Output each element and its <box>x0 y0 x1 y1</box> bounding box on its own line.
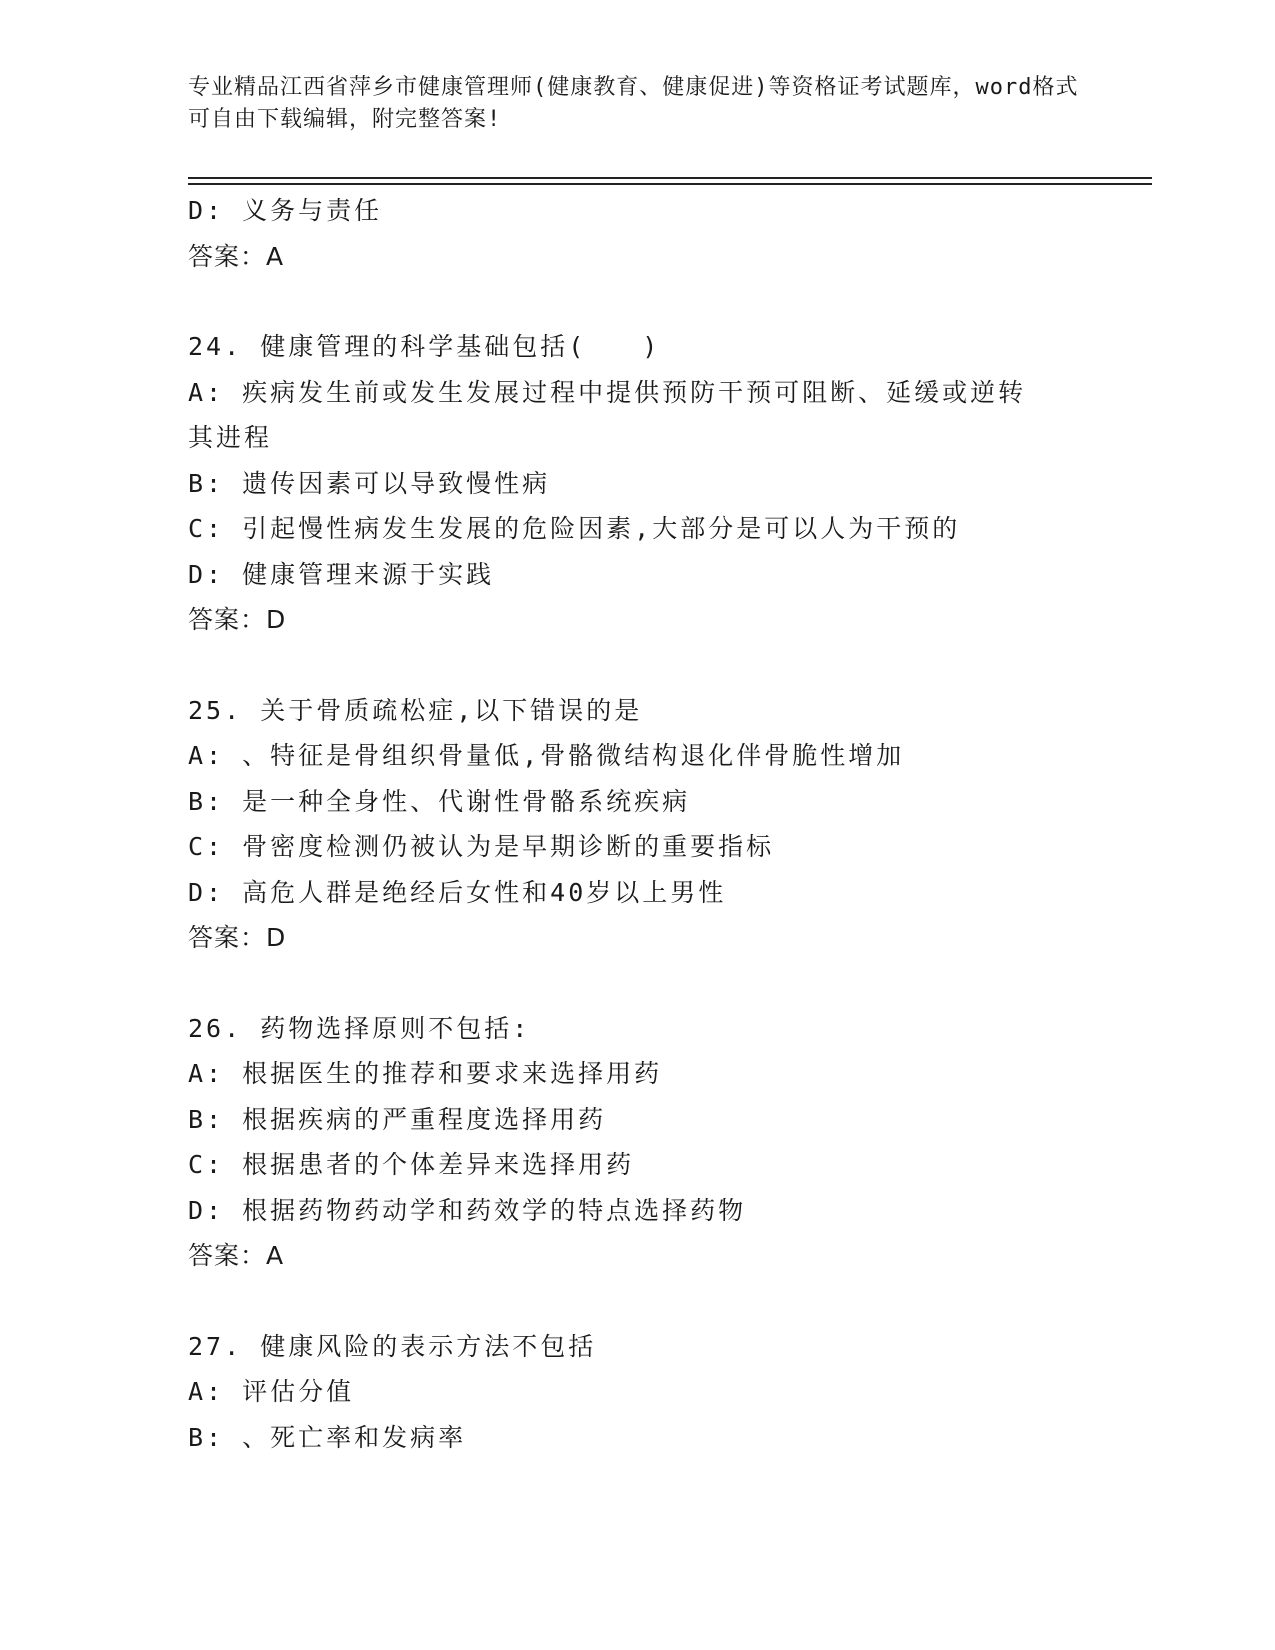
option-c: C: 根据患者的个体差异来选择用药 <box>188 1150 635 1179</box>
question-24 <box>188 324 1108 643</box>
question-stem: 25. 关于骨质疏松症,以下错误的是 <box>188 695 643 725</box>
option-d: D: 高危人群是绝经后女性和40岁以上男性 <box>188 877 727 907</box>
question-23-tail <box>188 188 1108 279</box>
question-stem: 24. 健康管理的科学基础包括( ) <box>188 332 661 361</box>
option-d: D: 根据药物药动学和药效学的特点选择药物 <box>188 1195 747 1225</box>
option-a: A: 、特征是骨组织骨量低,骨骼微结构退化伴骨脆性增加 <box>188 741 905 770</box>
option-a: A: 评估分值 <box>188 1377 355 1406</box>
answer-line: 答案：A <box>188 241 285 271</box>
option-c: C: 引起慢性病发生发展的危险因素,大部分是可以人为干预的 <box>188 514 961 543</box>
header-divider-top <box>188 177 1152 179</box>
option-a: A: 根据医生的推荐和要求来选择用药 <box>188 1059 663 1088</box>
answer-line: 答案：A <box>188 1241 285 1270</box>
question-25 <box>188 688 1108 961</box>
option-a: A: 疾病发生前或发生发展过程中提供预防干预可阻断、延缓或逆转其进程 <box>188 377 1027 452</box>
question-list <box>188 188 1108 1460</box>
question-26 <box>188 1006 1108 1279</box>
option-b: B: 根据疾病的严重程度选择用药 <box>188 1104 607 1134</box>
option-d: D: 健康管理来源于实践 <box>188 559 495 589</box>
option-c: C: 骨密度检测仍被认为是早期诊断的重要指标 <box>188 832 775 861</box>
document-header <box>188 72 1088 136</box>
header-text: 专业精品江西省萍乡市健康管理师(健康教育、健康促进)等资格证考试题库，word格式可自由下载编辑，附完整答案! <box>188 75 1079 132</box>
option-b: B: 遗传因素可以导致慢性病 <box>188 468 551 498</box>
question-stem: 27. 健康风险的表示方法不包括 <box>188 1331 597 1361</box>
question-27 <box>188 1324 1108 1461</box>
header-divider-bottom <box>188 183 1152 185</box>
option-b: B: 、死亡率和发病率 <box>188 1422 467 1452</box>
option-b: B: 是一种全身性、代谢性骨骼系统疾病 <box>188 786 691 816</box>
question-stem: 26. 药物选择原则不包括: <box>188 1013 531 1043</box>
answer-line: 答案：D <box>188 923 287 952</box>
answer-line: 答案：D <box>188 605 287 634</box>
option-d: D: 义务与责任 <box>188 196 383 225</box>
